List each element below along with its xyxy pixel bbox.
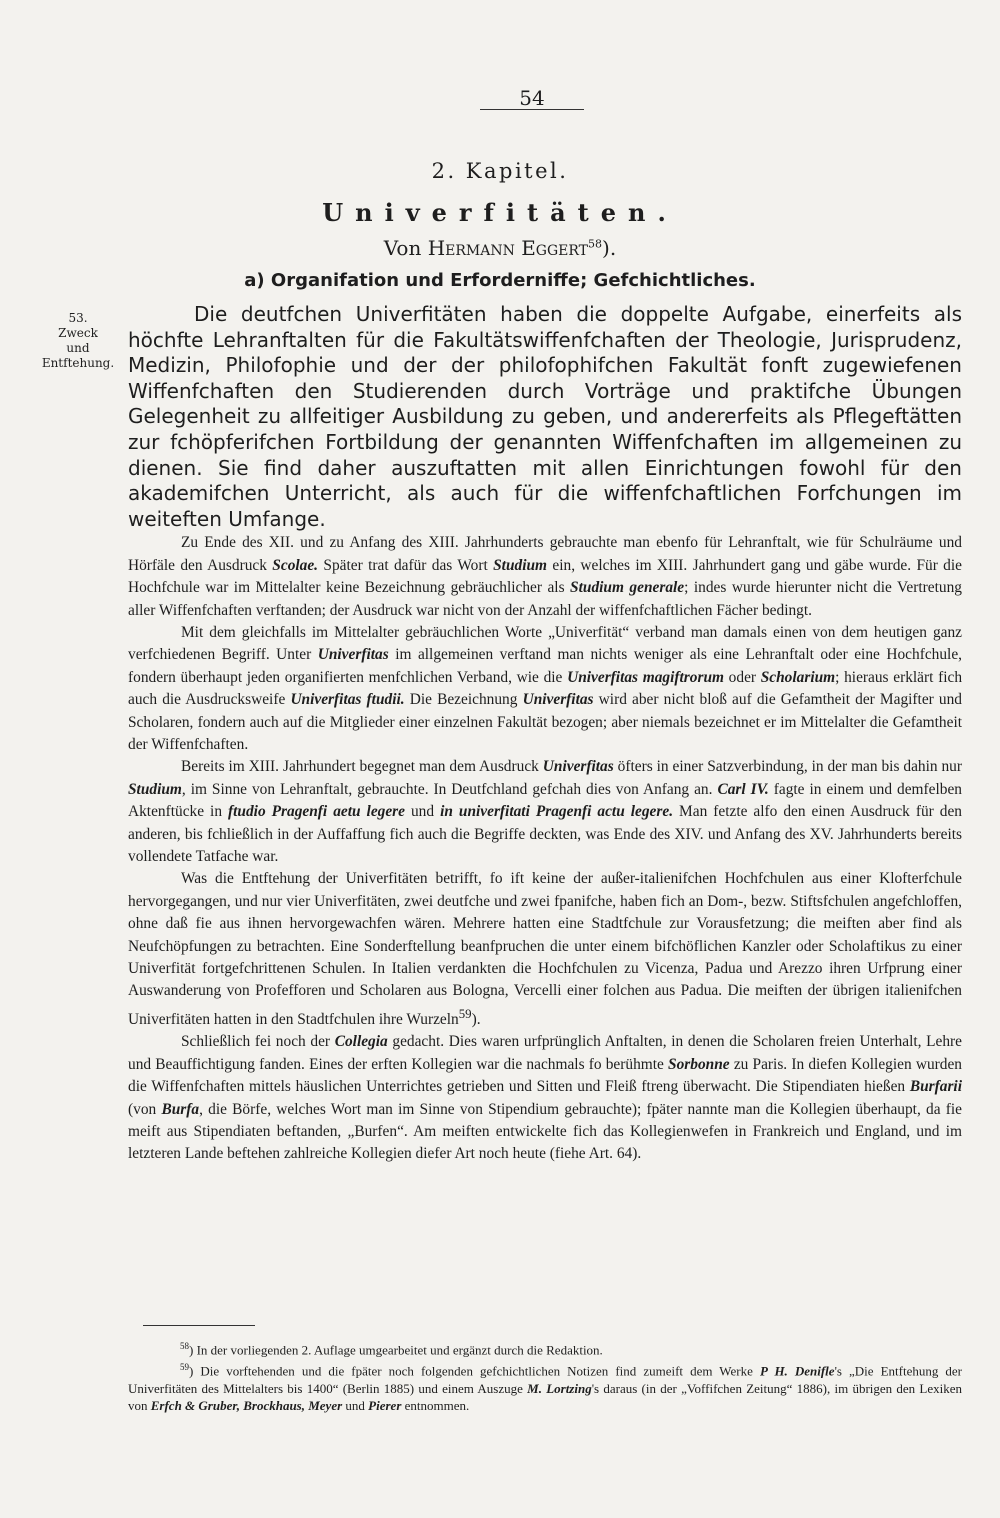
- text-run: Später trat dafür das Wort: [318, 556, 494, 574]
- text-run: (von: [128, 1100, 162, 1118]
- text-run: entnommen.: [401, 1398, 470, 1414]
- paragraph: [128, 868, 962, 1031]
- footnote: [128, 1359, 962, 1415]
- text-run: Schließlich fei noch der: [181, 1033, 335, 1051]
- margin-note: [30, 311, 126, 371]
- margin-note-line: Zweck: [58, 326, 98, 340]
- emphasis: Burfa: [161, 1100, 200, 1118]
- margin-note-line: und: [66, 341, 90, 355]
- footnote: [128, 1338, 962, 1359]
- author-prefix: Von: [383, 236, 422, 260]
- paragraph: [128, 756, 962, 868]
- text-run: ) Die vorftehenden und die fpäter noch folgenden gefchichtlichen Notizen find zumeift dem Werke: [189, 1363, 760, 1379]
- emphasis: Pierer: [368, 1398, 402, 1414]
- text-run: wird aber nicht bloß auf die Gefamtheit der Magifter und Scholaren, fondern auch auf die Mitglieder einer einzelnen Fakultät bezogen; aber niemals bezeichnet er im Mittelalter die Gefamtheit der Wiffenfchaften.: [128, 691, 963, 753]
- emphasis: Univerfitas magiftrorum: [567, 668, 724, 686]
- emphasis: Univerfitas: [542, 758, 614, 776]
- footnotes: [128, 1338, 962, 1415]
- emphasis: Erfch & Gruber, Brockhaus, Meyer: [150, 1398, 343, 1414]
- emphasis: Univerfitas: [522, 691, 594, 709]
- lead-paragraph: Die deutfchen Univerfitäten haben die doppelte Aufgabe, einerfeits als höchfte Lehranftalten für die Fakultätswiffenfchaften der Theologie, Jurisprudenz, Medizin, Philofophie und der der philofophifchen Fakultät fonft zugewiefenen Wiffenfchaften den Studierenden durch Vorträge und praktifche Übungen Gelegenheit zu allfeitiger Ausbildung zu geben, und andererfeits als Pflegeftätten zur fchöpferifchen Fortbildung der genannten Wiffenfchaften im allgemeinen zu dienen. Sie find daher auszuftatten mit allen Einrichtungen fowohl für den akademifchen Unterricht, als auch für die wiffenfchaftlichen Forfchungen im weiteften Umfange.: [128, 302, 962, 531]
- emphasis: Studium: [128, 780, 182, 798]
- paragraph: [128, 622, 962, 756]
- text-run: oder: [723, 668, 761, 686]
- emphasis: Univerfitas ftudii.: [290, 691, 405, 709]
- text-run: ; indes wurde hierunter nicht die Vertretung aller Wiffenfchaften verftanden; der Ausdruck war nicht von der Anzahl der wiffenfchaftlichen Fächer bedingt.: [128, 579, 962, 619]
- text-run: Was die Entftehung der Univerfitäten betrifft, fo ift keine der außer-italienifchen Hochfchulen aus einer Klofterfchule hervorgegangen, und nur vier Univerfitäten, zwei deutfche und zwei fpanifche, haben fich an Dom-, bezw. Stiftsfchulen angefchloffen, ohne daß fie aus ihnen hervorgewachfen wären. Mehrere hatten eine Stadtfchule zur Vorausfetzung; die meiften aber find als Neufchöpfungen zu betrachten. Eine Sonderftellung beanfpruchen die unter einem bifchöflichen Kanzler oder Scholaftikus zu einer Univerfität fortgefchrittenen Schulen. In Italien verdankten die Hochfchulen zu Vicenza, Padua und Arezzo ihren Urfprung einer Auswanderung von Profefforen und Scholaren aus Bologna, Vercelli einer folchen aus Padua. Die meiften der übrigen italienifchen Univerfitäten hatten in den Stadtfchulen ihre Wurzeln: [128, 870, 962, 1028]
- footnote-rule: [143, 1325, 255, 1326]
- text-run: fagte in einem und demfelben Aktenftücke in: [128, 780, 962, 821]
- paragraph: [128, 1031, 962, 1165]
- margin-note-number: 53.: [68, 311, 88, 325]
- paragraph-list: [128, 532, 962, 1166]
- page-number: 54: [480, 87, 584, 110]
- author-name: Hermann Eggert: [427, 236, 589, 260]
- emphasis: Collegia: [334, 1033, 388, 1051]
- text-run: Mit dem gleichfalls im Mittelalter gebräuchlichen Worte „Univerfität“ verband man damals einen von dem heutigen ganz verfchiedenen Begriff. Unter: [128, 623, 962, 664]
- emphasis: Studium generale: [570, 579, 685, 597]
- emphasis: M. Lortzing: [527, 1380, 592, 1396]
- text-run: ) In der vorliegenden 2. Auflage umgearbeitet und ergänzt durch die Redaktion.: [189, 1342, 603, 1358]
- emphasis: Burfarii: [909, 1078, 962, 1096]
- text-run: zu Paris. In diefen Kollegien wurden die Wiffenfchaften mittels häuslichen Unterrichtes getrieben und Sitten und Fleiß ftreng überwacht. Die Stipendiaten hießen: [128, 1055, 962, 1096]
- text-run: und: [342, 1398, 369, 1414]
- emphasis: Scholarium: [760, 668, 836, 686]
- text-run: öfters in einer Satzverbindung, in der man bis dahin nur: [613, 758, 963, 776]
- margin-note-line: Entftehung.: [41, 356, 115, 370]
- text-run: ).: [471, 1011, 481, 1028]
- emphasis: Studium: [493, 556, 548, 574]
- text-run: 's daraus (in der „Voffifchen Zeitung“ 1886), im übrigen den Lexiken von: [128, 1380, 963, 1414]
- emphasis: ftudio Pragenfi aetu legere: [228, 803, 405, 821]
- text-run: gedacht. Dies waren urfprünglich Anftalten, in denen die Scholaren freien Unterhalt, Lehre und Beauffichtigung fanden. Eines der erften Kollegien war die nachmals fo berühmte: [128, 1033, 963, 1073]
- author-line: Von Hermann Eggert$^{58}$).: [383, 236, 617, 260]
- emphasis: Sorbonne: [668, 1055, 730, 1073]
- body-text: [128, 302, 962, 1166]
- emphasis: Carl IV.: [717, 780, 769, 798]
- chapter-title: Univerfitäten.: [322, 198, 678, 227]
- text-run: ; hieraus erklärt fich auch die Ausdrucksweife: [128, 668, 963, 709]
- text-run: 's „Die Entftehung der Univerfitäten des Mittelalters bis 1400“ (Berlin 1885) und einem Auszuge: [128, 1363, 963, 1396]
- text-run: und: [405, 803, 441, 821]
- emphasis: Univerfitas: [317, 646, 389, 664]
- text-run: ein, welches im XIII. Jahrhundert gang und gäbe wurde. Für die Hochfchule war im Mittelalter keine Bezeichnung gebräuchlicher als: [128, 556, 962, 597]
- text-run: Man fetzte alfo den einen Ausdruck für den anderen, bis fchließlich in der Auffaffung fich auch die Begriffe deckten, was Ende des XIV. und Anfang des XV. Jahrhunderts bereits vollendete Tatfache war.: [128, 803, 962, 866]
- text-run: , im Sinne von Lehranftalt, gebrauchte. In Deutfchland gefchah dies von Anfang an.: [181, 780, 718, 798]
- chapter-heading: 2. Kapitel.: [431, 159, 569, 183]
- footnote-ref: 59: [180, 1361, 189, 1372]
- text-run: Zu Ende des XII. und zu Anfang des XIII. Jahrhunderts gebrauchte man ebenfo für Lehranftalt, wie für Schulräume und Hörfäle den Ausdruck: [128, 534, 962, 574]
- text-run: im allgemeinen verftand man nichts weniger als eine Lehranftalt oder eine Hochfchule, fondern überhaupt jeden organifierten menfchlichen Verband, wie die: [128, 646, 962, 686]
- text-run: Die Bezeichnung: [404, 691, 523, 709]
- text-run: Bereits im XIII. Jahrhundert begegnet man dem Ausdruck: [181, 758, 543, 776]
- section-heading: a) Organifation und Erforderniffe; Gefchichtliches.: [244, 270, 756, 291]
- paragraph: [128, 532, 962, 622]
- emphasis: Scolae.: [272, 556, 319, 574]
- footnote-ref: 59: [458, 1006, 472, 1021]
- footnote-ref: 58: [180, 1341, 189, 1351]
- emphasis: in univerfitati Pragenfi actu legere.: [440, 803, 674, 821]
- author-note-ref: 58: [588, 237, 603, 251]
- emphasis: P H. Denifle: [759, 1363, 835, 1379]
- text-run: , die Börfe, welches Wort man im Sinne von Stipendium gebrauchte); fpäter nannte man die Kollegien überhaupt, da fie meift aus Stipendiaten beftanden, „Burfen“. Am meiften entwickelte fich das Kollegienwefen in Frankreich und England, und im letzteren Lande beftehen zahlreiche Kollegien diefer Art noch heute (fiehe Art. 64).: [128, 1100, 963, 1163]
